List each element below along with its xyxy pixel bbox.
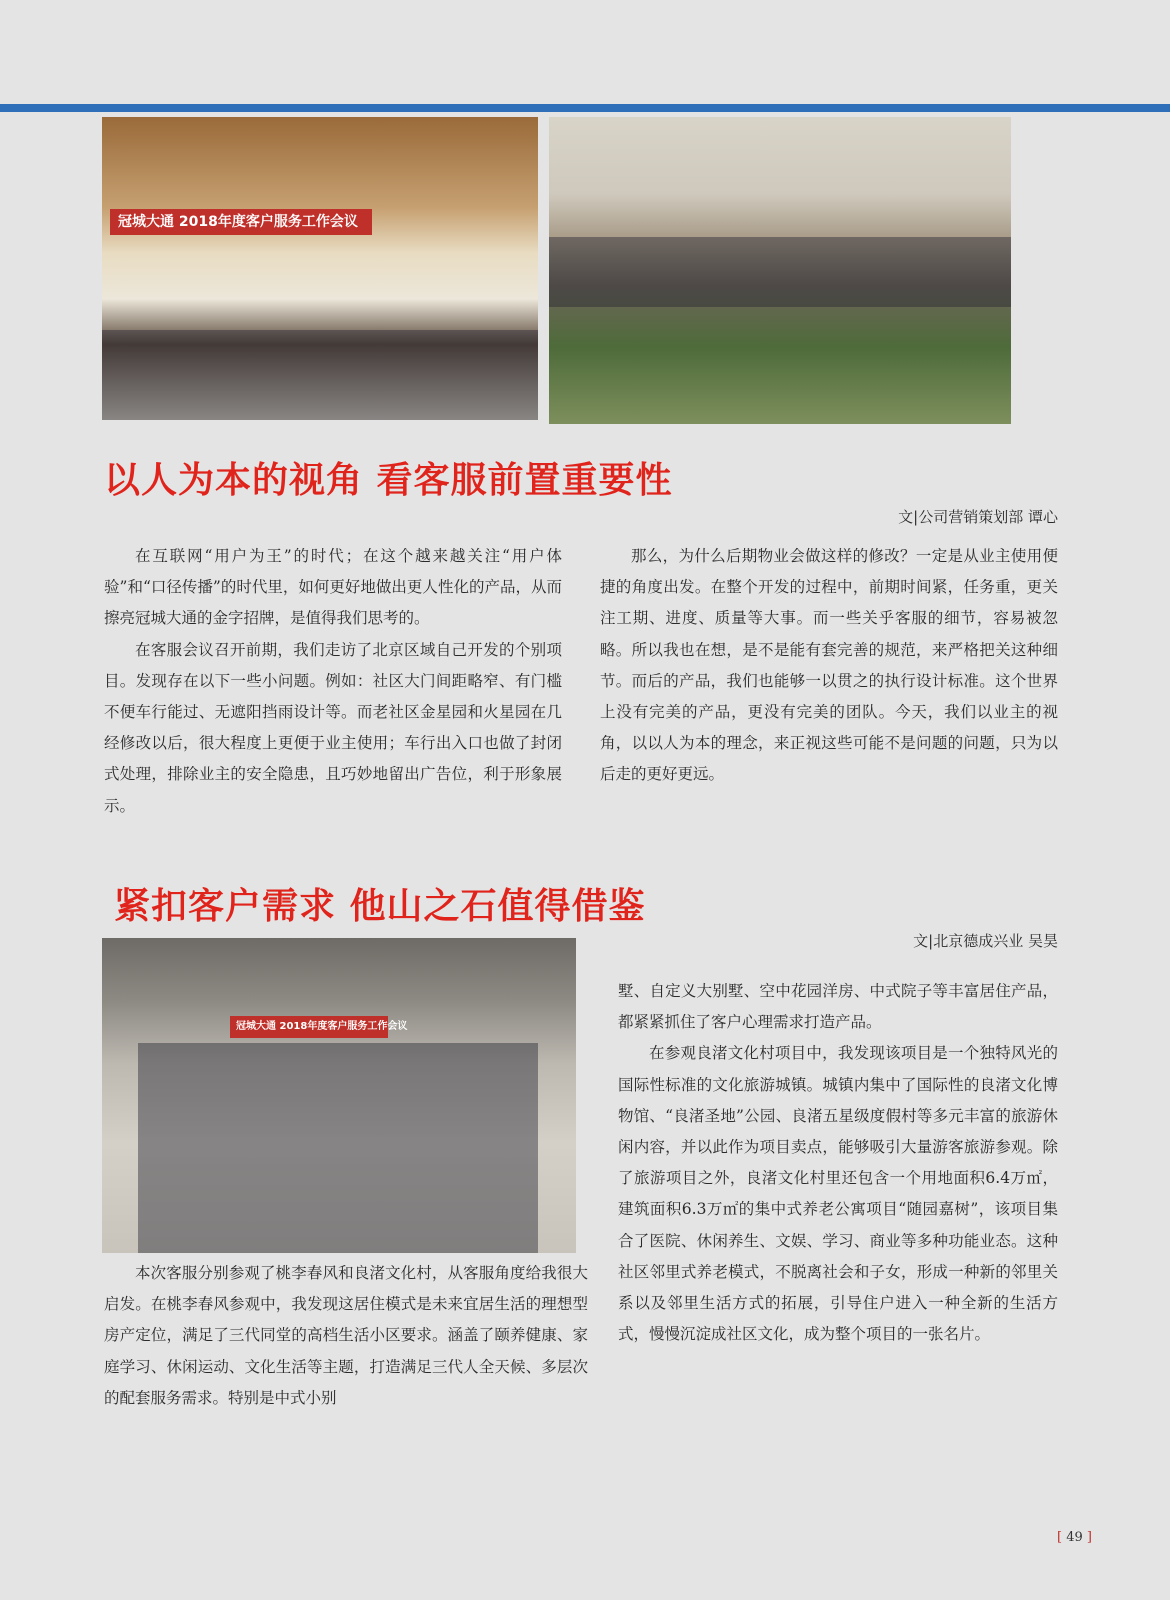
paragraph: 那么，为什么后期物业会做这样的修改？一定是从业主使用便捷的角度出发。在整个开发的过程中，前期时间紧，任务重，更关注工期、进度、质量等大事。而一些关乎客服的细节，容易被忽略。所以我也在想，是不是能有套完善的规范，来严格把关这种细节。而后的产品，我们也能够一以贯之的执行设计标准。这个世界上没有完美的产品，更没有完美的团队。今天，我们以业主的视角，以以人为本的理念，来正视这些可能不是问题的问题，只为以后走的更好更远。 — [600, 547, 1058, 784]
paragraph: 在互联网“用户为王”的时代；在这个越来越关注“用户体验”和“口径传播”的时代里，如何更好地做出更人性化的产品，从而擦亮冠城大通的金字招牌，是值得我们思考的。 — [104, 547, 562, 628]
article2-column-right — [618, 976, 1058, 1350]
page-number: [ 49 ] — [1057, 1530, 1092, 1545]
article1-byline: 文|公司营销策划部 谭心 — [898, 508, 1058, 526]
article1-column-left — [104, 541, 562, 822]
group-photo — [102, 938, 576, 1253]
article1-column-right — [600, 541, 1058, 791]
site-model-photo — [549, 117, 1011, 424]
top-rule — [0, 104, 1170, 112]
group-banner: 冠城大通 2018年度客户服务工作会议 — [230, 1016, 388, 1038]
paragraph: 墅、自定义大别墅、空中花园洋房、中式院子等丰富居住产品，都紧紧抓住了客户心理需求打造产品。 — [618, 982, 1058, 1032]
article1-title: 以人为本的视角 看客服前置重要性 — [104, 460, 673, 501]
paragraph: 在参观良渚文化村项目中，我发现该项目是一个独特风光的国际性标准的文化旅游城镇。城镇内集中了国际性的良渚文化博物馆、“良渚圣地”公园、良渚五星级度假村等多元丰富的旅游休闲内容，并以此作为项目卖点，能够吸引大量游客旅游参观。除了旅游项目之外，良渚文化村里还包含一个用地面积6.4万㎡，建筑面积6.3万㎡的集中式养老公寓项目“随园嘉树”，该项目集合了医院、休闲养生、文娱、学习、商业等多种功能业态。这种社区邻里式养老模式，不脱离社会和子女，形成一种新的邻里关系以及邻里生活方式的拓展，引导住户进入一种全新的生活方式，慢慢沉淀成社区文化，成为整个项目的一张名片。 — [618, 1044, 1058, 1344]
paragraph: 在客服会议召开前期，我们走访了北京区域自己开发的个别项目。发现存在以下一些小问题。例如：社区大门间距略窄、有门槛不便车行能过、无遮阳挡雨设计等。而老社区金星园和火星园在几经修改以后，很大程度上更便于业主使用；车行出入口也做了封闭式处理，排除业主的安全隐患，且巧妙地留出广告位，利于形象展示。 — [104, 640, 562, 815]
article2-byline: 文|北京德成兴业 吴昊 — [913, 932, 1058, 950]
paragraph: 本次客服分别参观了桃李春风和良渚文化村，从客服角度给我很大启发。在桃李春风参观中，我发现这居住模式是未来宜居生活的理想型房产定位，满足了三代同堂的高档生活小区要求。涵盖了颐养健康、家庭学习、休闲运动、文化生活等主题，打造满足三代人全天候、多层次的配套服务需求。特别是中式小别 — [104, 1264, 588, 1407]
meeting-photo — [102, 117, 538, 420]
article2-column-left — [104, 1258, 588, 1414]
article2-title: 紧扣客户需求 他山之石值得借鉴 — [114, 886, 646, 927]
meeting-banner: 冠城大通 2018年度客户服务工作会议 — [110, 209, 372, 235]
